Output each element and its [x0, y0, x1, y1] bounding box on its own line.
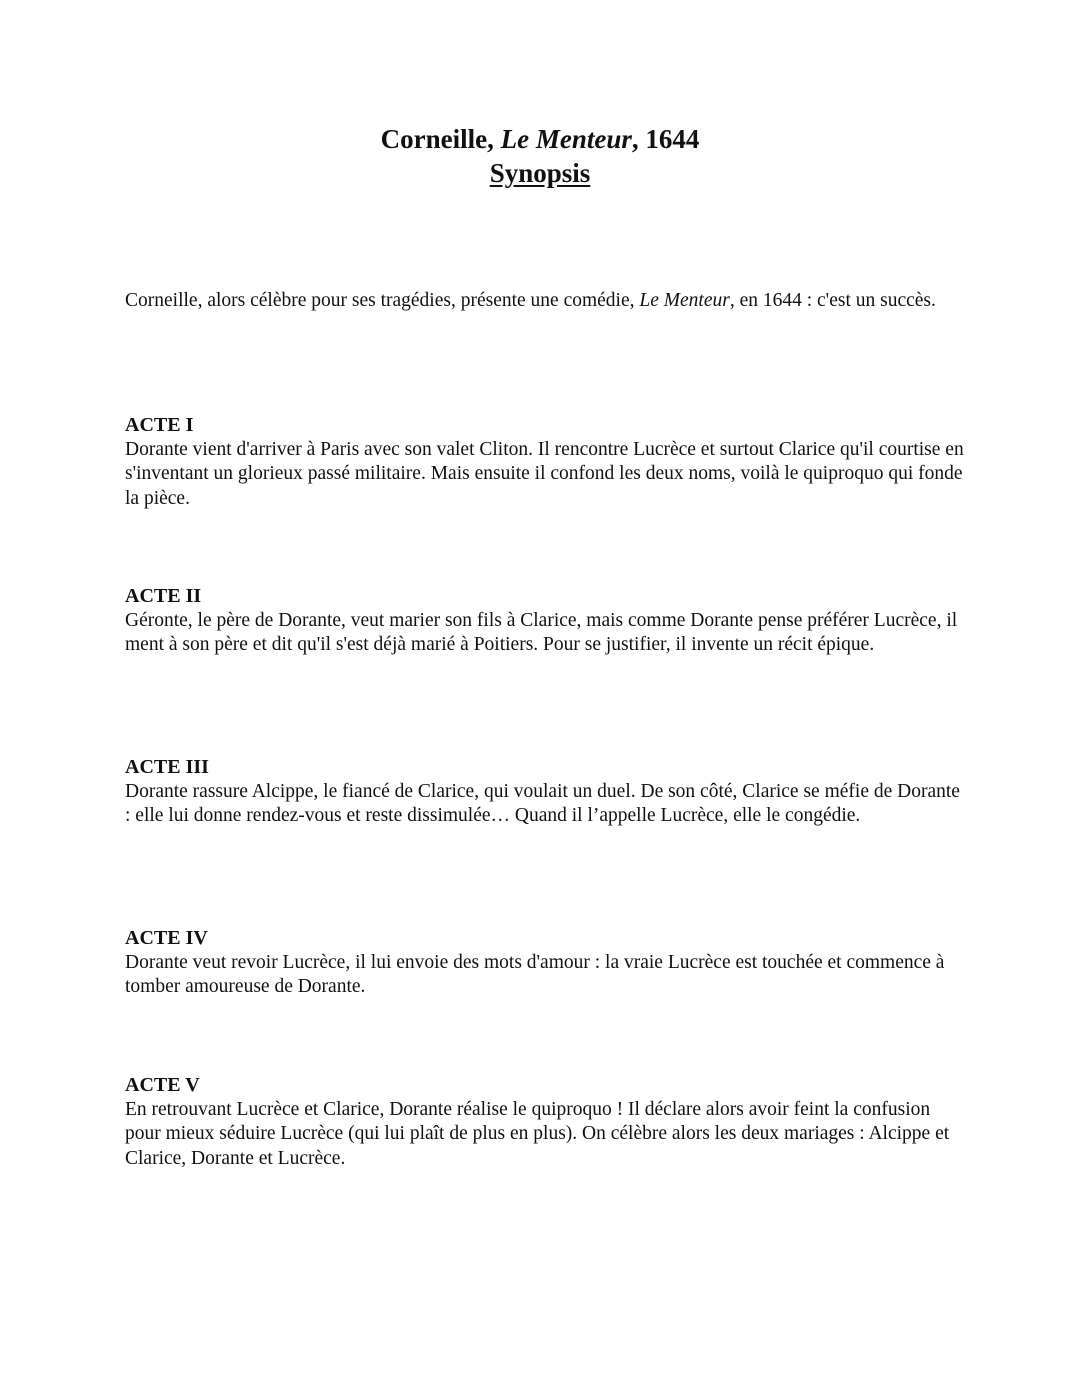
intro-part1: Corneille, alors célèbre pour ses tragédies, présente une comédie,: [125, 290, 640, 311]
document-title: [0, 122, 1080, 156]
act-heading: ACTE II: [125, 585, 202, 607]
act-text: En retrouvant Lucrèce et Clarice, Dorante réalise le quiproquo ! Il déclare alors avoir feint la confusion pour mieux séduire Lucrèce (qui lui plaît de plus en plus). On célèbre alors les deux mariages : Alcippe et Clarice, Dorante et Lucrèce.: [125, 1098, 950, 1169]
act-heading: ACTE IV: [125, 927, 208, 949]
act-text: Dorante vient d'arriver à Paris avec son valet Cliton. Il rencontre Lucrèce et surtout Clarice qu'il courtise en s'inventant un glorieux passé militaire. Mais ensuite il confond les deux noms, voilà le quiproquo qui fonde la pièce.: [125, 438, 964, 509]
act-heading: ACTE III: [125, 756, 209, 778]
act-section-1: [125, 413, 965, 511]
act-section-3: [125, 755, 965, 829]
act-text: Géronte, le père de Dorante, veut marier son fils à Clarice, mais comme Dorante pense préférer Lucrèce, il ment à son père et dit qu'il s'est déjà marié à Poitiers. Pour se justifier, il invente un récit épique.: [125, 609, 958, 655]
act-section-5: [125, 1073, 965, 1171]
act-heading: ACTE I: [125, 414, 194, 436]
act-section-2: [125, 584, 965, 658]
act-heading: ACTE V: [125, 1074, 200, 1096]
act-text: Dorante rassure Alcippe, le fiancé de Clarice, qui voulait un duel. De son côté, Clarice se méfie de Dorante : elle lui donne rendez-vous et reste dissimulée… Quand il l’appelle Lucrèce, elle le congédie.: [125, 780, 960, 826]
title-work: Le Menteur: [500, 124, 632, 154]
title-block: [0, 122, 1080, 190]
act-section-4: [125, 926, 965, 1000]
intro-part2: , en 1644 : c'est un succès.: [729, 290, 936, 311]
intro-paragraph: [125, 289, 965, 314]
title-year: , 1644: [631, 124, 700, 154]
act-text: Dorante veut revoir Lucrèce, il lui envoie des mots d'amour : la vraie Lucrèce est touchée et commence à tomber amoureuse de Dorante.: [125, 951, 945, 997]
document-subtitle: Synopsis: [489, 158, 591, 188]
title-author: Corneille,: [380, 124, 501, 154]
intro-work: Le Menteur: [639, 290, 730, 311]
